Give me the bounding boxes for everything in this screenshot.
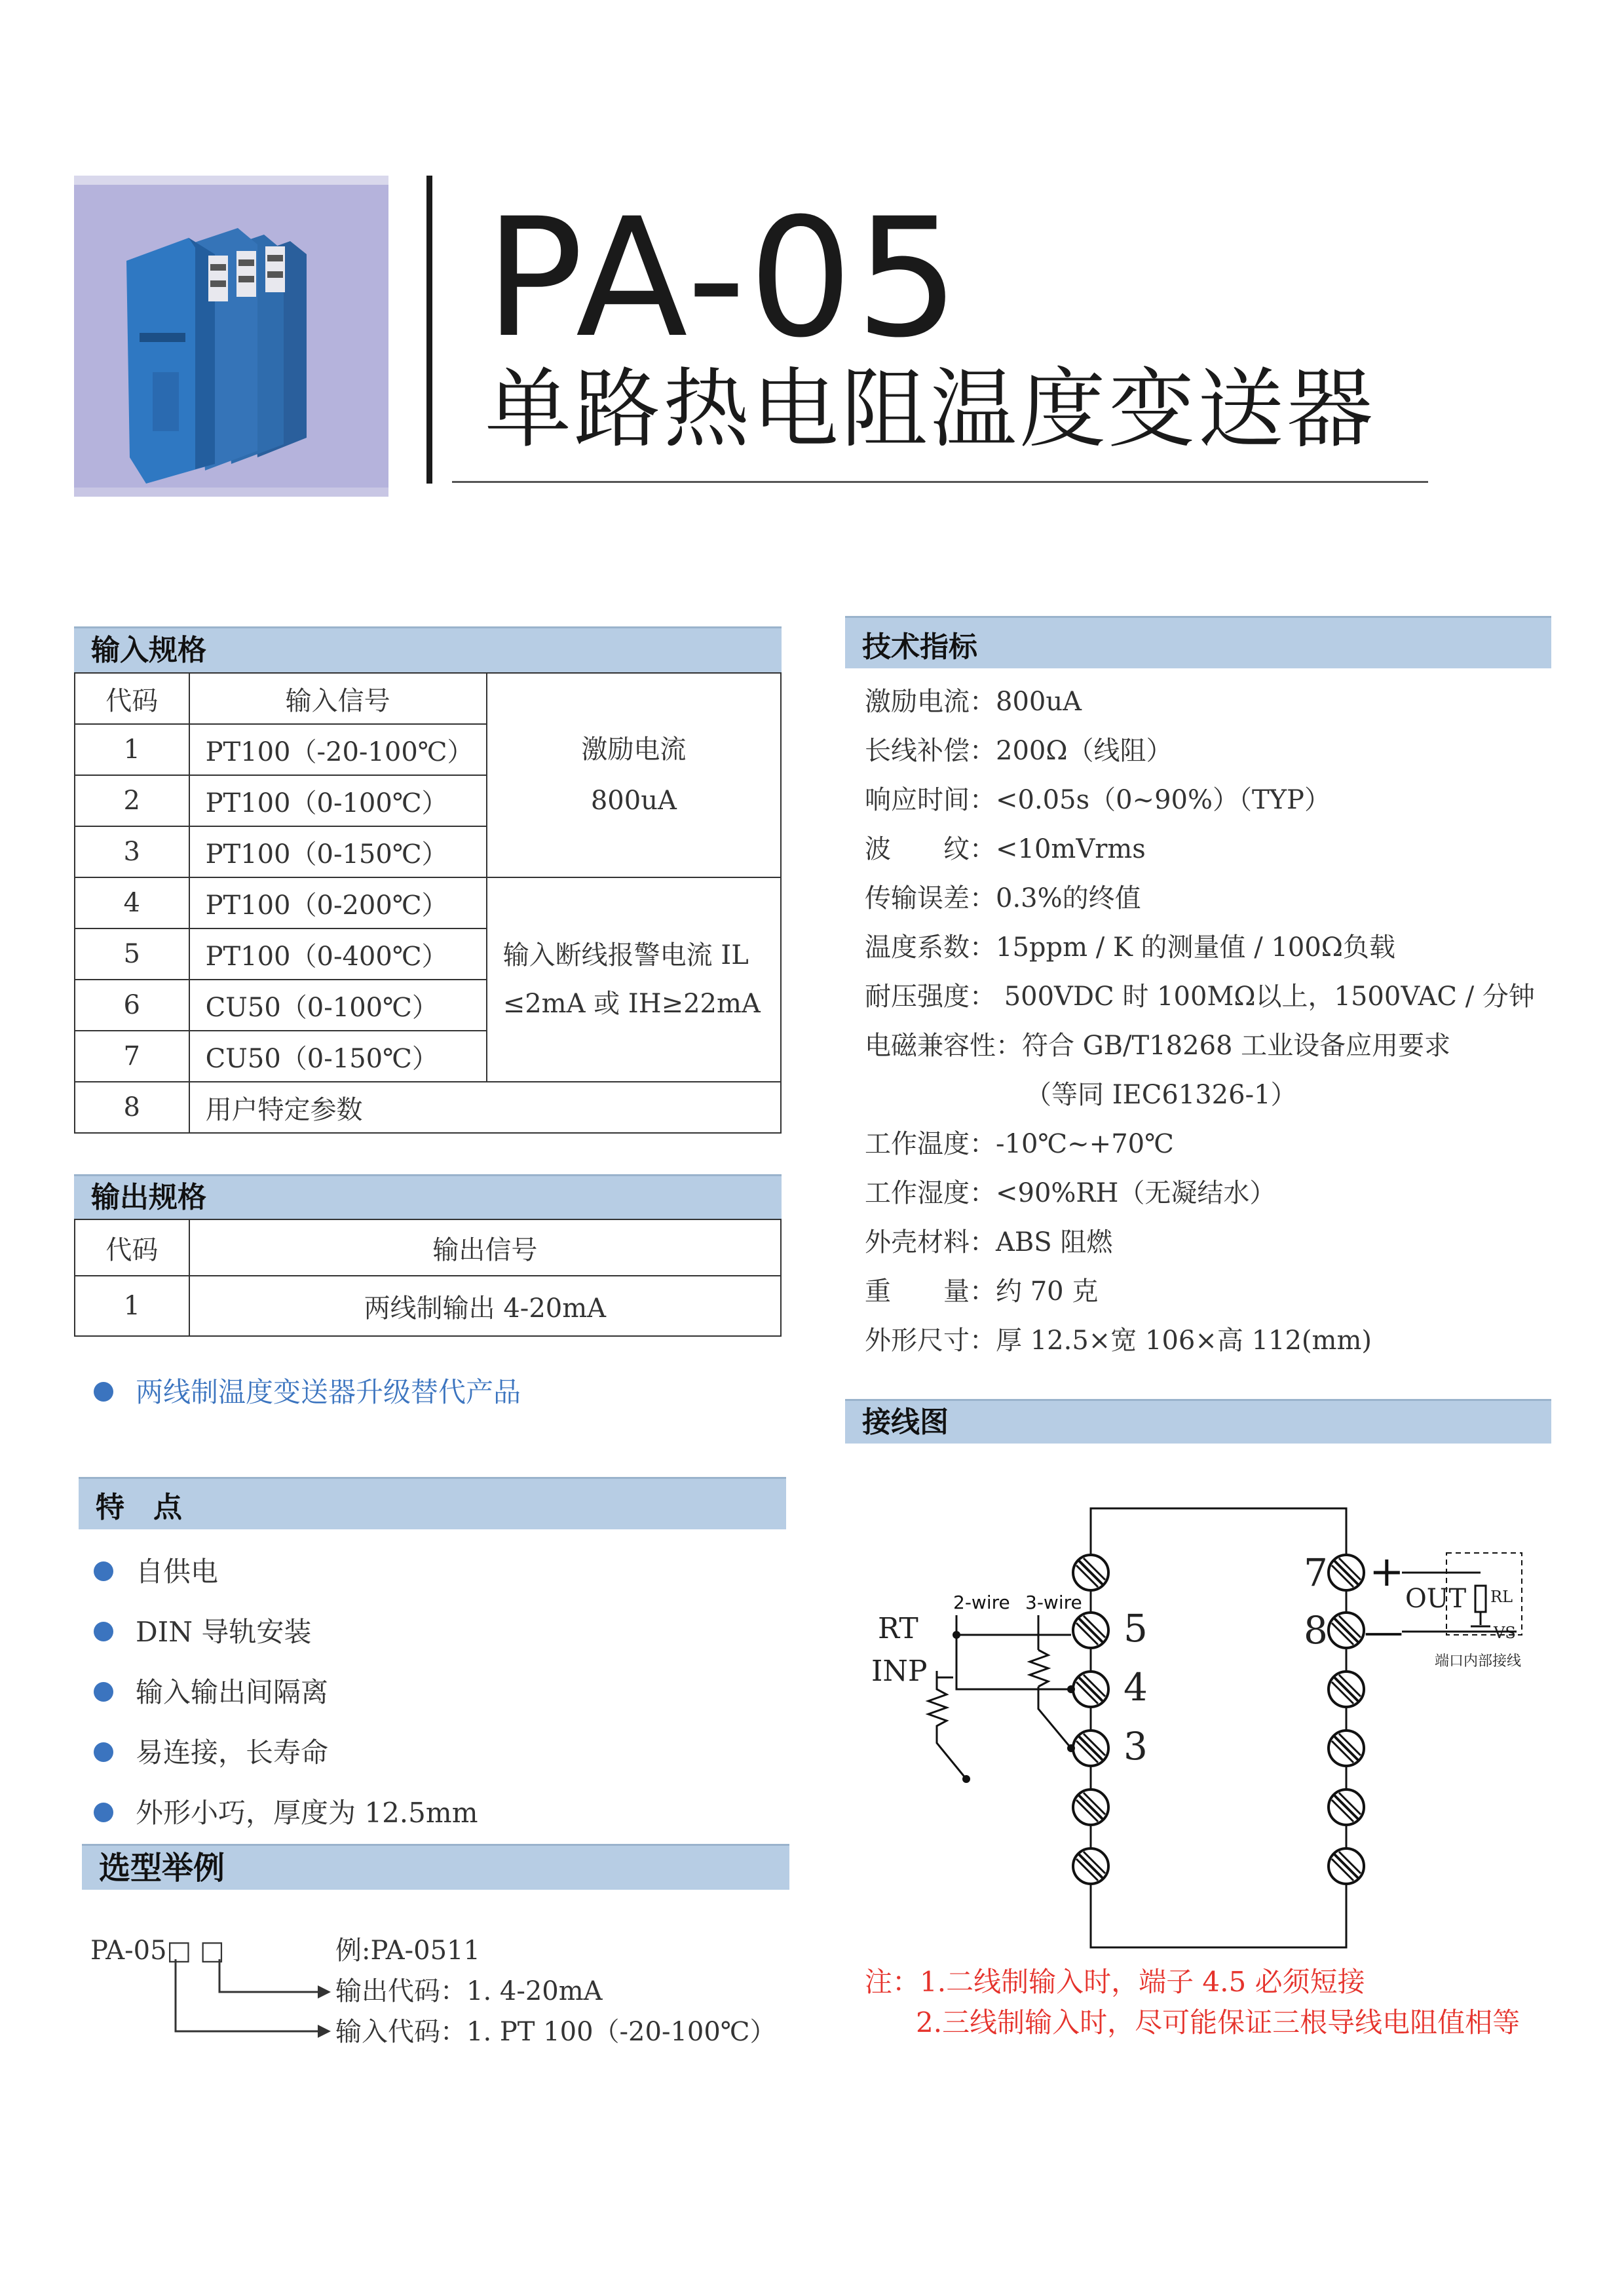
vs-label: VS [1494,1624,1516,1642]
input-spec-heading: 输入规格 [74,626,782,674]
excitation-label: 激励电流 [581,735,687,765]
bullet-icon [94,1742,113,1762]
wiring-heading: 接线图 [845,1399,1551,1444]
terminal-5: 5 [1124,1606,1148,1651]
alarm-label: 输入断线报警电流 IL [502,940,749,970]
col-signal-header: 输出信号 [189,1219,781,1276]
module-image [74,176,388,497]
table-row [75,1276,781,1336]
rl-label: RL [1490,1588,1513,1606]
product-photo [74,176,388,497]
row-signal: PT100（0-150℃） [189,826,487,877]
note-line-1: 注：1.二线制输入时，端子 4.5 必须短接 [865,1966,1365,1998]
excitation-value: 800uA [590,786,677,816]
upgrade-note: 两线制温度变送器升级替代产品 [94,1376,521,1409]
bullet-icon [94,1561,113,1581]
bullet-icon [94,1382,113,1402]
list-item: 输入输出间隔离 [94,1676,328,1709]
row-signal: 用户特定参数 [189,1082,781,1133]
spec-line: 响应时间：<0.05s（0~90%）（TYP） [865,785,1331,815]
row-signal: CU50（0-100℃） [189,980,487,1031]
spec-line: 波 纹：<10mVrms [865,834,1146,864]
wiring-diagram [852,1481,1559,1979]
list-item: 自供电 [94,1556,218,1588]
row-code: 2 [75,775,189,826]
terminal-8: 8 [1304,1608,1328,1653]
spec-line: 重 量：约 70 克 [865,1276,1099,1307]
terminal-7: 7 [1304,1550,1328,1595]
row-code: 1 [75,1276,189,1336]
spec-line: 耐压强度： 500VDC 时 100MΩ以上，1500VAC / 分钟 [865,982,1535,1012]
spec-line: 外形尺寸：厚 12.5×宽 106×高 112(mm) [865,1326,1372,1356]
title-horizontal-rule [452,481,1428,483]
inp-label: INP [871,1655,928,1688]
spec-line: 工作湿度：<90%RH（无凝结水） [865,1178,1276,1208]
product-name: 单路热电阻温度变送器 [485,359,1376,460]
table-row [75,1219,781,1276]
row-code: 1 [75,724,189,775]
row-signal: CU50（0-150℃） [189,1031,487,1082]
excitation-cell [487,673,781,877]
output-spec-heading: 输出规格 [74,1174,782,1220]
table-row [75,1082,781,1133]
selection-input-code: 输入代码：1. PT 100（-20-100℃） [335,2017,776,2047]
selection-code: PA-05□ □ [90,1936,225,1966]
bullet-icon [94,1803,113,1822]
row-signal: 两线制输出 4-20mA [189,1276,781,1336]
row-signal: PT100（0-100℃） [189,775,487,826]
selection-output-code: 输出代码：1. 4-20mA [335,1976,603,2006]
out-label: OUT [1405,1584,1467,1614]
port-note: 端口内部接线 [1435,1653,1522,1670]
list-item: DIN 导轨安装 [94,1616,311,1649]
row-code: 5 [75,928,189,980]
three-wire-label: 3-wire [1025,1592,1082,1613]
spec-line: （等同 IEC61326-1） [1025,1080,1297,1110]
tech-spec-heading: 技术指标 [845,616,1551,668]
table-row [75,877,781,928]
bullet-icon [94,1622,113,1641]
terminal-3: 3 [1124,1724,1148,1769]
row-code: 3 [75,826,189,877]
row-code: 8 [75,1082,189,1133]
row-code: 4 [75,877,189,928]
note-line-2: 2.三线制输入时，尽可能保证三根导线电阻值相等 [916,2006,1520,2038]
spec-line: 长线补偿：200Ω（线阻） [865,736,1173,766]
terminal-4: 4 [1124,1665,1148,1710]
col-code-header: 代码 [75,1219,189,1276]
row-code: 7 [75,1031,189,1082]
minus-sign: — [1364,1609,1403,1655]
row-signal: PT100（0-200℃） [189,877,487,928]
table-row [75,673,781,724]
input-spec-table [74,672,782,1134]
alarm-cell [487,877,781,1082]
spec-line: 激励电流：800uA [865,687,1082,717]
bullet-icon [94,1682,113,1702]
two-wire-label: 2-wire [953,1592,1010,1613]
features-heading: 特 点 [79,1477,786,1529]
spec-line: 工作温度：-10℃~+70℃ [865,1129,1174,1159]
model-title: PA-05 [485,183,962,373]
list-item: 易连接，长寿命 [94,1736,328,1769]
spec-line: 传输误差：0.3%的终值 [865,883,1141,913]
plus-sign: + [1369,1548,1405,1596]
row-signal: PT100（0-400℃） [189,928,487,980]
col-signal-header: 输入信号 [189,673,487,724]
title-vertical-rule [426,176,432,484]
selection-arrows [164,1959,334,2044]
spec-line: 外壳材料：ABS 阻燃 [865,1227,1113,1257]
selection-heading: 选型举例 [82,1844,789,1890]
spec-line: 温度系数：15ppm / K 的测量值 / 100Ω负载 [865,932,1395,963]
rt-label: RT [878,1612,918,1645]
row-code: 6 [75,980,189,1031]
output-spec-table [74,1219,782,1337]
spec-line: 电磁兼容性：符合 GB/T18268 工业设备应用要求 [865,1031,1451,1061]
col-code-header: 代码 [75,673,189,724]
alarm-value: ≤2mA 或 IH≥22mA [502,989,761,1019]
selection-example: 例:PA-0511 [335,1936,480,1966]
row-signal: PT100（-20-100℃） [189,724,487,775]
list-item: 外形小巧，厚度为 12.5mm [94,1797,478,1829]
